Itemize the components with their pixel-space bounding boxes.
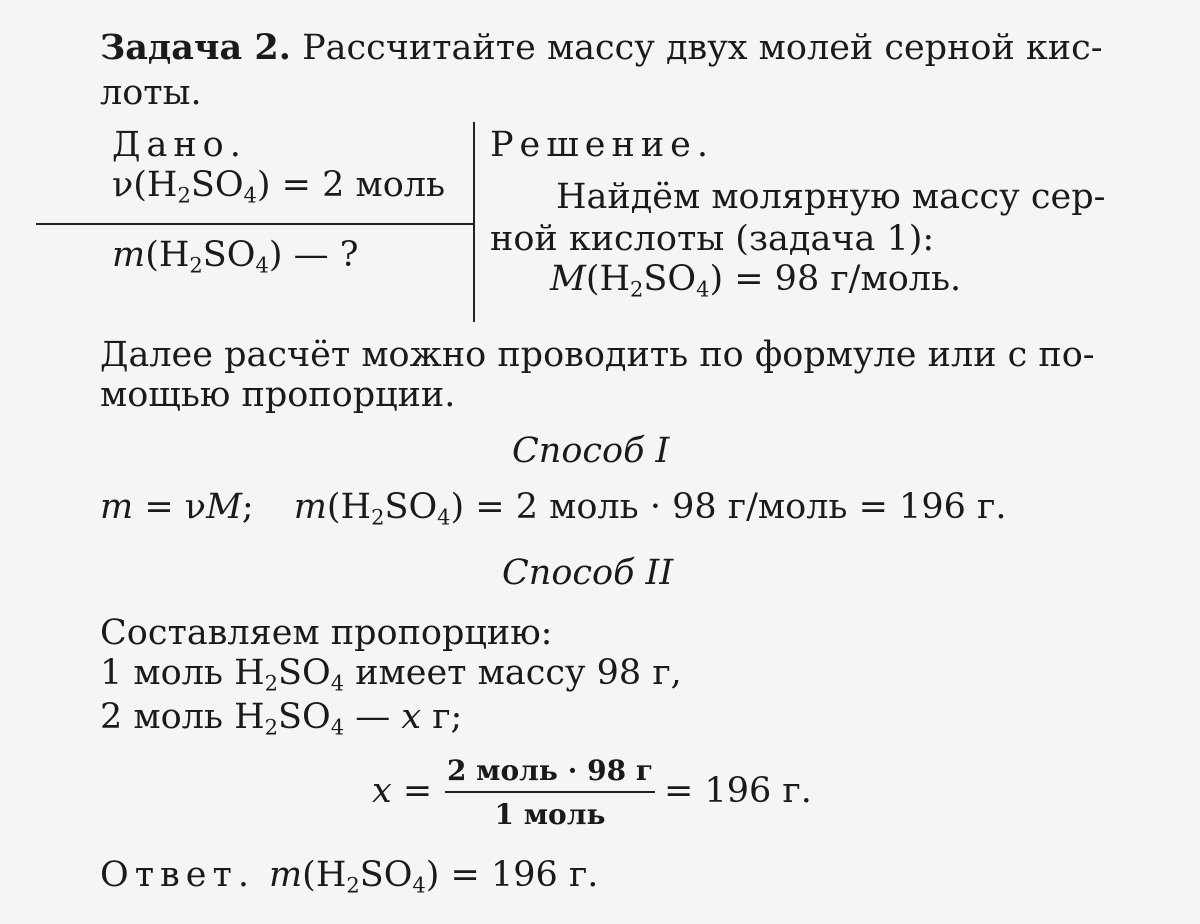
method-2-line-2: 1 моль $H_2SO_4$ имеет массу 98 г, (100, 653, 682, 696)
fraction-denominator: 1 моль (494, 798, 606, 831)
x-result: = 196 г. (664, 771, 812, 811)
horizontal-divider (36, 223, 474, 225)
further-line-1: Далее расчёт можно проводить по формуле или с по- (100, 335, 1095, 375)
x-equals: x = (372, 771, 433, 811)
task-line-2: лоты. (100, 73, 202, 113)
given-find: $m(H_2SO_4)$ — ? (112, 235, 359, 278)
answer-line: Ответ. $m(H_2SO_4) = 196$ г. (100, 855, 599, 898)
solution-line-1: Найдём молярную массу сер- (556, 177, 1106, 217)
task-title: Задача 2. (100, 27, 291, 68)
fraction-numerator: 2 моль · 98 г (446, 754, 654, 787)
further-line-2: мощью пропорции. (100, 375, 456, 415)
answer-label: Ответ. (100, 855, 255, 895)
method-1-formula: m = νM; $m(H_2SO_4) = 2$ моль · 98 г/моль = 196 г. (100, 487, 1007, 530)
task-line-1 (100, 27, 1103, 68)
solution-line-2: ной кислоты (задача 1): (490, 219, 935, 259)
given-nu: $\nu(H_2SO_4) = 2$ моль (112, 165, 446, 208)
given-heading: Дано. (112, 125, 247, 165)
method-2-line-1: Составляем пропорцию: (100, 613, 553, 653)
method-2-line-3: 2 моль $H_2SO_4$ — x г; (100, 697, 463, 740)
method-1-heading: Способ I (512, 431, 670, 471)
solution-heading: Решение. (490, 125, 715, 165)
task-text: Рассчитайте массу двух молей серной кис- (302, 28, 1103, 68)
method-2-heading: Способ II (502, 553, 674, 593)
molar-mass: $M(H_2SO_4) = 98$ г/моль. (550, 259, 962, 302)
fraction (445, 754, 655, 831)
fraction-bar (445, 791, 655, 793)
vertical-divider (473, 122, 475, 322)
